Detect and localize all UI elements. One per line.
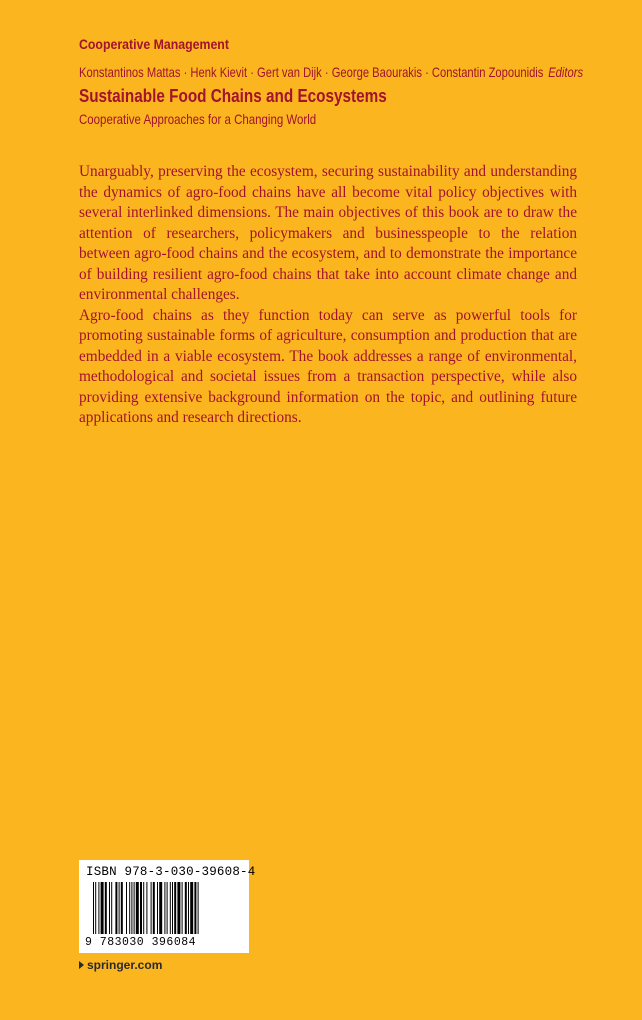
book-subtitle: Cooperative Approaches for a Changing World: [79, 111, 317, 127]
blurb-paragraph: Unarguably, preserving the ecosystem, securing sustainability and understanding the dynamics of agro-food chains have all become vital policy objectives with several interlinked dimensions. The main objectives of this book are to draw the attention of researchers, policymakers and businesspeople to the relation between agro-food chains and the ecosystem, and to demonstrate the importance of building resilient agro-food chains that take into account climate change and environmental challenges.: [79, 163, 577, 303]
publisher-link[interactable]: [79, 958, 162, 972]
blurb-paragraph: Agro-food chains as they function today can serve as powerful tools for promoting sustainable forms of agriculture, consumption and production that are embedded in a viable ecosystem. The book addresses a range of environmental, methodological and societal issues from a transaction perspective, while also providing extensive background information on the topic, and outlining future applications and research directions.: [79, 306, 577, 426]
isbn-label: ISBN 978-3-030-39608-4: [86, 865, 256, 879]
series-name: Cooperative Management: [79, 36, 229, 52]
publisher-url: springer.com: [87, 958, 163, 972]
arrow-icon: [79, 961, 84, 969]
editors-role: Editors: [548, 64, 584, 80]
barcode-digits: 9 783030 396084: [85, 936, 197, 949]
editor-names: Konstantinos Mattas · Henk Kievit · Gert van Dijk · George Baourakis · Constantin Zopounidis: [79, 64, 544, 80]
blurb: [79, 162, 577, 429]
editors-line: [79, 64, 583, 80]
book-title: Sustainable Food Chains and Ecosystems: [79, 86, 387, 106]
barcode-icon: [93, 882, 241, 934]
barcode-box: [79, 860, 256, 953]
